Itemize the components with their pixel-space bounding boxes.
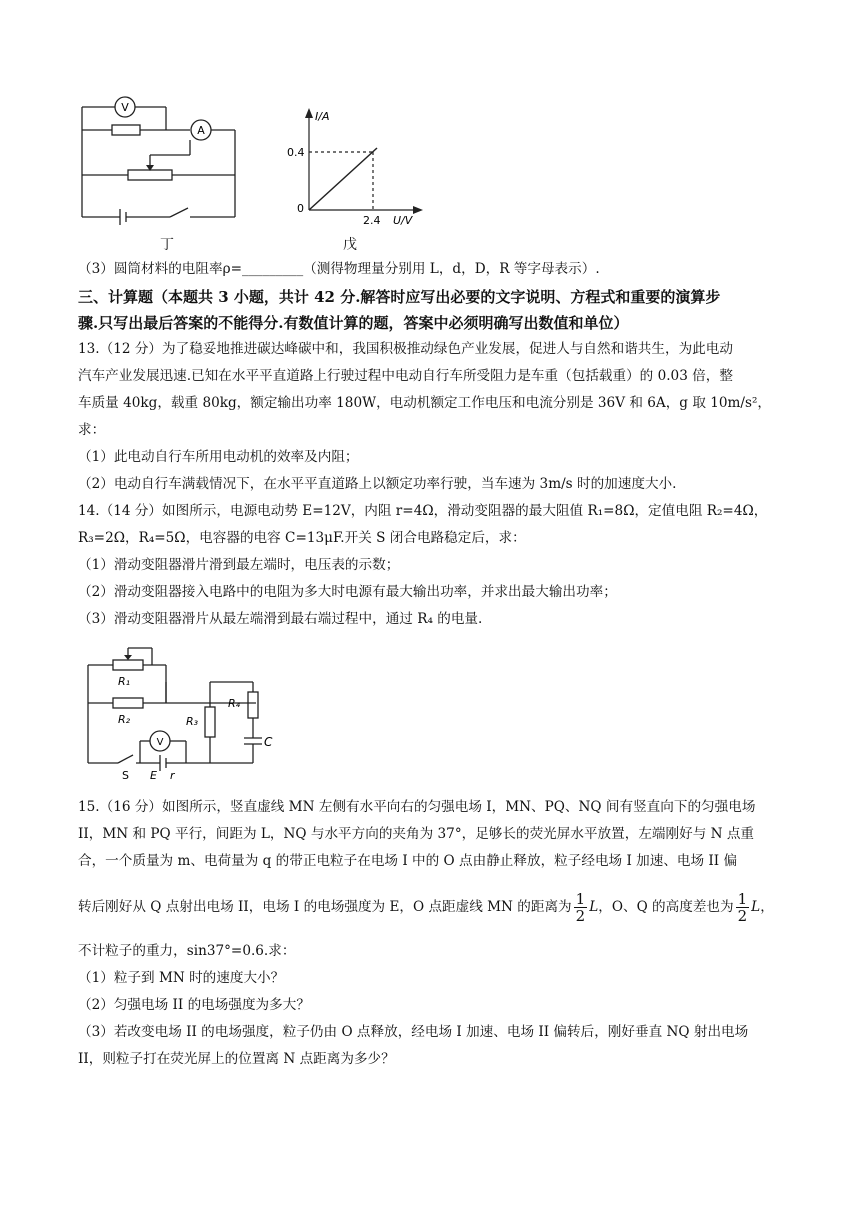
q13-part1: （1）此电动自行车所用电动机的效率及内阻；	[78, 449, 359, 465]
internal-resistance-label: r	[170, 769, 175, 782]
q15-line5: 不计粒子的重力，sin37°=0.6.求：	[78, 943, 296, 959]
q13-line2: 汽车产业发展迅速.已知在水平平直道路上行驶过程中电动自行车所受阻力是车重（包括载重）的 0.03 倍，整	[78, 368, 733, 384]
fraction-half-2	[736, 891, 750, 924]
q15-line4-text-a: 转后刚好从 Q 点射出电场 II，电场 I 的电场强度为 E，O 点距虚线 MN 的距离为	[78, 899, 572, 915]
y-tick-label: 0.4	[287, 146, 305, 159]
figure-ding-caption: 丁	[160, 237, 174, 253]
q13-line4: 求：	[78, 422, 106, 438]
origin-label: 0	[297, 202, 304, 215]
q14-part1: （1）滑动变阻器滑片滑到最左端时，电压表的示数；	[78, 557, 400, 573]
q13-line3: 车质量 40kg，载重 80kg，额定输出功率 180W，电动机额定工作电压和电流分别是 36V 和 6A，g 取 10m/s²，	[78, 395, 772, 411]
var-l: L	[589, 899, 599, 915]
r4-label: R₄	[228, 697, 241, 710]
figure-q14-circuit	[78, 645, 278, 785]
q15-part3-line2: II，则粒子打在荧光屏上的位置离 N 点距离为多少？	[78, 1051, 395, 1067]
q15-line3: 合，一个质量为 m、电荷量为 q 的带正电粒子在电场 I 中的 O 点由静止释放，粒子经电场 I 加速、电场 II 偏	[78, 853, 738, 869]
fraction-denominator-2: 2	[737, 907, 748, 925]
q13-part2: （2）电动自行车满载情况下，在水平平直道路上以额定功率行驶，当车速为 3m/s 时的加速度大小.	[78, 476, 677, 492]
r1-label: R₁	[118, 675, 131, 688]
fraction-numerator: 1	[575, 890, 586, 908]
q15-part1: （1）粒子到 MN 时的速度大小？	[78, 970, 285, 986]
q14-part2: （2）滑动变阻器接入电路中的电阻为多大时电源有最大输出功率，并求出最大输出功率；	[78, 584, 617, 600]
q14-line1: 14.（14 分）如图所示，电源电动势 E=12V，内阻 r=4Ω，滑动变阻器的最大阻值 R₁=8Ω，定值电阻 R₂=4Ω，	[78, 503, 768, 519]
var-l-2: L	[751, 899, 761, 915]
q13-line1: 13.（12 分）为了稳妥地推进碳达峰碳中和，我国积极推动绿色产业发展，促进人与自然和谐共生，为此电动	[78, 341, 733, 357]
q15-line4	[78, 888, 774, 926]
x-axis-label: U/V	[393, 214, 413, 227]
section3-heading-line2: 骤.只写出最后答案的不能得分.有数值计算的题，答案中必须明确写出数值和单位）	[78, 314, 629, 332]
q15-line4-text-b: ，O、Q 的高度差也为	[598, 899, 734, 915]
figure-wu-graph	[285, 100, 430, 230]
fraction-half	[574, 891, 588, 924]
q14-part3: （3）滑动变阻器滑片从最左端滑到最右端过程中，通过 R₄ 的电量.	[78, 611, 483, 627]
y-axis-label: I/A	[315, 110, 330, 123]
q14-line2: R₃=2Ω，R₄=5Ω，电容器的电容 C=13μF.开关 S 闭合电路稳定后，求：	[78, 530, 526, 546]
fraction-denominator: 2	[575, 907, 586, 925]
figure-wu-caption: 戊	[343, 237, 357, 253]
figure-ding-circuit	[70, 95, 250, 230]
q15-part2: （2）匀强电场 II 的电场强度为多大？	[78, 997, 310, 1013]
voltmeter-label: V	[156, 737, 164, 748]
switch-label: S	[122, 769, 129, 782]
q15-line2: II，MN 和 PQ 平行，间距为 L，NQ 与水平方向的夹角为 37°，足够长的荧光屏水平放置，左端刚好与 N 点重	[78, 826, 755, 842]
capacitor-label: C	[264, 735, 273, 749]
q15-line4-text-c: ，	[760, 899, 774, 915]
section3-heading-line1: 三、计算题（本题共 3 小题，共计 42 分.解答时应写出必要的文字说明、方程式和重要的演算步	[78, 288, 721, 306]
fraction-numerator-2: 1	[737, 890, 748, 908]
r3-label: R₃	[186, 715, 199, 728]
q15-part3-line1: （3）若改变电场 II 的电场强度，粒子仍由 O 点释放，经电场 I 加速、电场 II 偏转后，刚好垂直 NQ 射出电场	[78, 1024, 749, 1040]
q12-part3: （3）圆筒材料的电阻率ρ=_________（测得物理量分别用 L，d，D，R 等字母表示）.	[78, 261, 600, 277]
r2-label: R₂	[118, 713, 131, 726]
emf-label: E	[150, 769, 157, 782]
voltmeter-label: V	[121, 101, 129, 114]
q15-line1: 15.（16 分）如图所示，竖直虚线 MN 左侧有水平向右的匀强电场 I，MN、PQ、NQ 间有竖直向下的匀强电场	[78, 799, 756, 815]
x-tick-label: 2.4	[363, 214, 381, 227]
ammeter-label: A	[197, 124, 205, 137]
